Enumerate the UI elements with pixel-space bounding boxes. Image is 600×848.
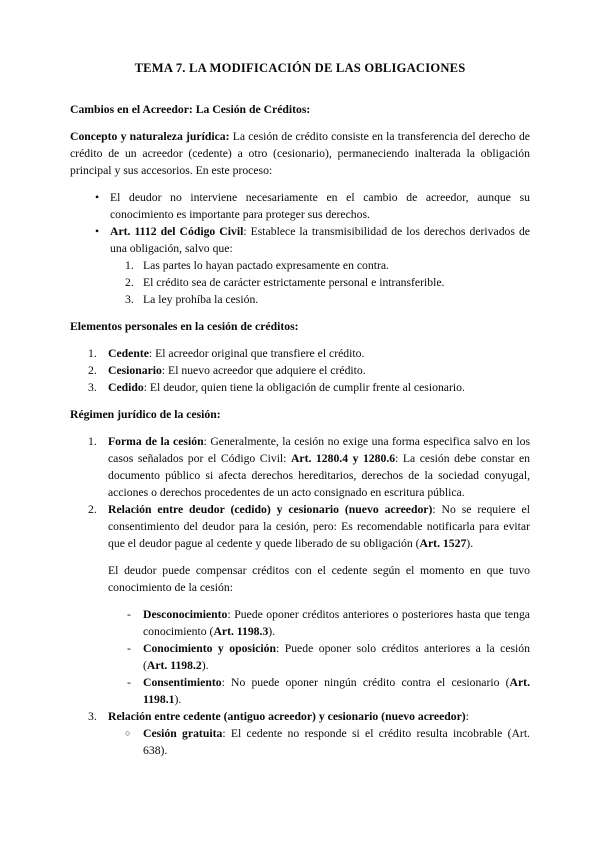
numbered-list-item xyxy=(70,433,530,501)
text-run: : No se requiere el consentimiento del deudor para la cesión, pero: Es recomendable notificarla para evitar que el deudor pague al cedente y quede liberado de su obligación ( xyxy=(108,503,530,550)
text-run: ). xyxy=(201,659,209,672)
bold-text-run: Consentimiento xyxy=(143,676,222,689)
dash-icon: - xyxy=(127,676,131,689)
text-run: La cesión de crédito consiste en la transferencia del derecho de crédito de un acreedor (cedente) a otro (cesionario), permaneciendo inalterada la obligación principal y sus accesorios. En este proceso: xyxy=(70,130,530,177)
bold-text-run: Cambios en el Acreedor: La Cesión de Créditos: xyxy=(70,103,311,116)
number-marker: 3. xyxy=(88,710,97,723)
number-marker: 3. xyxy=(125,293,134,306)
text-run: El crédito sea de carácter estrictamente personal e intransferible. xyxy=(143,276,445,289)
numbered-list-item xyxy=(70,362,530,379)
text-run: : El nuevo acreedor que adquiere el crédito. xyxy=(161,364,366,377)
text-run: : El cedente no responde si el crédito resulta incobrable (Art. 638). xyxy=(143,727,530,757)
text-run: ). xyxy=(268,625,276,638)
bold-text-run: Art. 1198.3 xyxy=(213,625,269,638)
text-run: ). xyxy=(466,537,474,550)
number-marker: 1. xyxy=(88,435,97,448)
bold-text-run: Forma de la cesión xyxy=(108,435,204,448)
bold-text-run: Art. 1280.4 y 1280.6 xyxy=(290,452,396,465)
number-marker: 1. xyxy=(88,347,97,360)
text-run: : Puede oponer solo créditos anteriores a la cesión ( xyxy=(143,642,530,672)
text-run: : No puede oponer ningún crédito contra el cesionario ( xyxy=(221,676,510,689)
numbered-list-item xyxy=(70,501,530,552)
bullet-icon: • xyxy=(95,191,100,204)
bold-text-run: Relación entre cedente (antiguo acreedor) y cesionario (nuevo acreedor) xyxy=(108,710,466,723)
text-run: El deudor puede compensar créditos con el cedente según el momento en que tuvo conocimiento de la cesión: xyxy=(108,564,530,594)
text-run: : Puede oponer créditos anteriores o posteriores hasta que tenga conocimiento ( xyxy=(143,608,530,638)
text-run: : La cesión debe constar en documento público si afecta derechos hereditarios, derechos de la sociedad conyugal, acciones o derechos procedentes de un acto consignado en escritura pública. xyxy=(108,452,530,499)
document-content xyxy=(70,101,530,759)
dash-icon: - xyxy=(127,608,131,621)
number-marker: 2. xyxy=(88,364,97,377)
bold-text-run: Concepto y naturaleza jurídica: xyxy=(70,130,230,143)
dash-list-item xyxy=(70,640,530,674)
number-marker: 2. xyxy=(125,276,134,289)
section-heading xyxy=(70,318,530,335)
paragraph xyxy=(70,128,530,179)
bold-text-run: Cesionario xyxy=(108,364,162,377)
sub-numbered-list-item xyxy=(70,257,530,274)
number-marker: 1. xyxy=(125,259,134,272)
bold-text-run: Cedente xyxy=(108,347,149,360)
bold-text-run: Cedido xyxy=(108,381,144,394)
bold-text-run: Elementos personales en la cesión de créditos: xyxy=(70,320,299,333)
text-run: : Establece la transmisibilidad de los derechos derivados de una obligación, salvo que: xyxy=(110,225,530,255)
dash-list-item xyxy=(70,606,530,640)
bold-text-run: Art. 1198.1 xyxy=(143,676,530,706)
dash-list-item xyxy=(70,674,530,708)
bold-text-run: Conocimiento y oposición xyxy=(143,642,276,655)
bold-text-run: Art. 1527 xyxy=(419,537,467,550)
bold-text-run: Art. 1198.2 xyxy=(146,659,202,672)
bold-text-run: Art. 1112 del Código Civil xyxy=(110,225,244,238)
text-run: La ley prohíba la cesión. xyxy=(143,293,259,306)
text-run: : El deudor, quien tiene la obligación de cumplir frente al cesionario. xyxy=(143,381,465,394)
dash-icon: - xyxy=(127,642,131,655)
text-run: : El acreedor original que transfiere el crédito. xyxy=(148,347,365,360)
text-run: : Generalmente, la cesión no exige una forma especifica salvo en los casos señalados por el Código Civil: xyxy=(108,435,531,465)
section-heading xyxy=(70,101,530,118)
numbered-list-item xyxy=(70,708,530,725)
bold-text-run: Régimen jurídico de la cesión: xyxy=(70,408,221,421)
number-marker: 2. xyxy=(88,503,97,516)
text-run: Las partes lo hayan pactado expresamente en contra. xyxy=(143,259,389,272)
text-run: El deudor no interviene necesariamente en el cambio de acreedor, aunque su conocimiento es importante para proteger sus derechos. xyxy=(110,191,530,221)
circle-list-item xyxy=(70,725,530,759)
bullet-list-item xyxy=(70,189,530,223)
bullet-list-item xyxy=(70,223,530,257)
sub-numbered-list-item xyxy=(70,274,530,291)
bold-text-run: Relación entre deudor (cedido) y cesionario (nuevo acreedor) xyxy=(108,503,433,516)
bold-text-run: Desconocimiento xyxy=(143,608,228,621)
document-title: TEMA 7. LA MODIFICACIÓN DE LAS OBLIGACIONES xyxy=(134,61,466,75)
indented-paragraph xyxy=(70,562,530,596)
bullet-icon: • xyxy=(95,225,100,238)
text-run: ). xyxy=(174,693,182,706)
section-heading xyxy=(70,406,530,423)
bold-text-run: Cesión gratuita xyxy=(143,727,223,740)
sub-numbered-list-item xyxy=(70,291,530,308)
numbered-list-item xyxy=(70,379,530,396)
text-run: : xyxy=(465,710,469,723)
circle-bullet-icon: ○ xyxy=(125,728,131,738)
number-marker: 3. xyxy=(88,381,97,394)
numbered-list-item xyxy=(70,345,530,362)
